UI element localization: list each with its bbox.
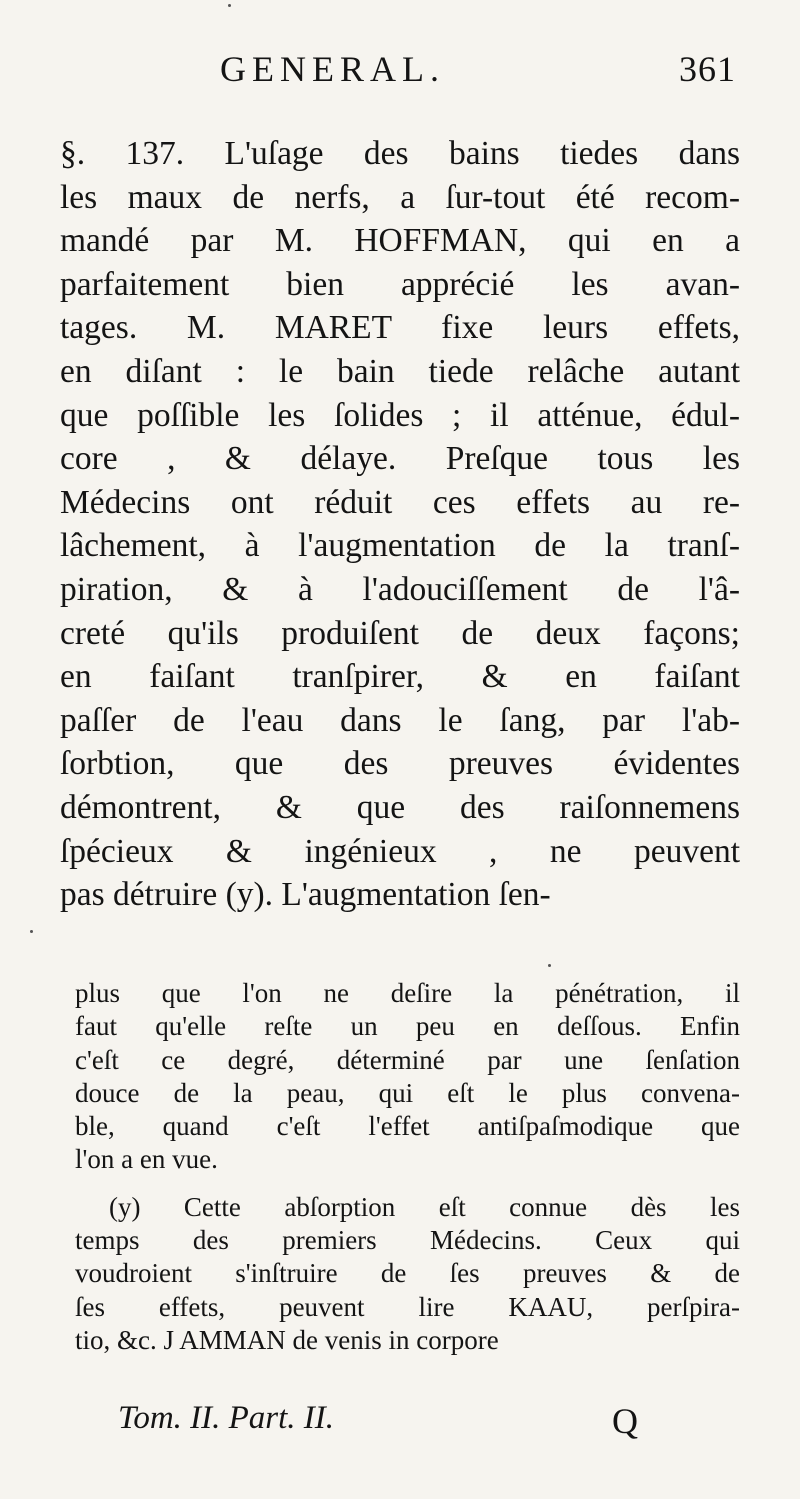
footnote-line: plus que l'on ne deſire la pénétration, il bbox=[75, 978, 740, 1008]
footnote-line: (y) Cette abſorption eſt connue dès les bbox=[109, 1191, 740, 1222]
text-line: pas détruire (y). L'augmentation ſen- bbox=[60, 876, 551, 914]
text-line: creté qu'ils produiſent de deux façons; bbox=[60, 614, 740, 652]
text-line: core , & délaye. Preſque tous les bbox=[60, 440, 740, 478]
print-speck bbox=[548, 964, 551, 967]
text-line: Médecins ont réduit ces effets au re- bbox=[60, 483, 740, 521]
text-line: en diſant : le bain tiede relâche autant bbox=[60, 352, 740, 390]
text-line: parfaitement bien apprécié les avan- bbox=[60, 265, 740, 303]
signature-mark: Tom. II. Part. II. bbox=[118, 1400, 335, 1436]
footnote-line: temps des premiers Médecins. Ceux qui bbox=[75, 1225, 740, 1256]
print-speck bbox=[30, 930, 33, 933]
footnote-line: tio, &c. J AMMAN de venis in corpore bbox=[75, 1324, 499, 1355]
text-line: ſorbtion, que des preuves évidentes bbox=[60, 745, 740, 783]
catchword: Q bbox=[612, 1401, 638, 1441]
text-line: piration, & à l'adouciſſement de l'â- bbox=[60, 570, 740, 608]
text-line: §. 137. L'uſage des bains tiedes dans bbox=[60, 135, 740, 172]
footnote-line: douce de la peau, qui eſt le plus convena- bbox=[75, 1077, 740, 1108]
text-line: en faiſant tranſpirer, & en faiſant bbox=[60, 658, 740, 696]
print-speck bbox=[228, 4, 231, 7]
page-number: 361 bbox=[679, 49, 736, 89]
text-line: lâchement, à l'augmentation de la tranſ- bbox=[60, 527, 740, 565]
text-line: les maux de nerfs, a ſur-tout été recom- bbox=[60, 178, 740, 216]
running-head bbox=[60, 48, 740, 98]
footnote-text bbox=[75, 977, 740, 1357]
running-head-title: GENERAL. bbox=[220, 49, 445, 89]
text-line: que poſſible les ſolides ; il atténue, édul- bbox=[60, 396, 740, 434]
text-line: ſpécieux & ingénieux , ne peuvent bbox=[60, 832, 740, 870]
main-text bbox=[60, 132, 740, 917]
page-footer bbox=[118, 1400, 638, 1450]
footnote-line: ſes effets, peuvent lire KAAU, perſpira- bbox=[75, 1291, 740, 1322]
footnote-line: faut qu'elle reſte un peu en deſſous. Enfin bbox=[75, 1011, 740, 1042]
text-line: démontrent, & que des raiſonnemens bbox=[60, 788, 740, 826]
footnote-line: ble, quand c'eſt l'effet antiſpaſmodique que bbox=[75, 1111, 740, 1142]
footnote-line: l'on a en vue. bbox=[75, 1144, 218, 1175]
footnote-line: c'eſt ce degré, déterminé par une ſenſation bbox=[75, 1044, 740, 1075]
text-line: paſſer de l'eau dans le ſang, par l'ab- bbox=[60, 701, 740, 739]
text-line: mandé par M. HOFFMAN, qui en a bbox=[60, 222, 740, 260]
text-line: tages. M. MARET fixe leurs effets, bbox=[60, 309, 740, 347]
footnote-line: voudroient s'inſtruire de ſes preuves & de bbox=[75, 1258, 740, 1289]
